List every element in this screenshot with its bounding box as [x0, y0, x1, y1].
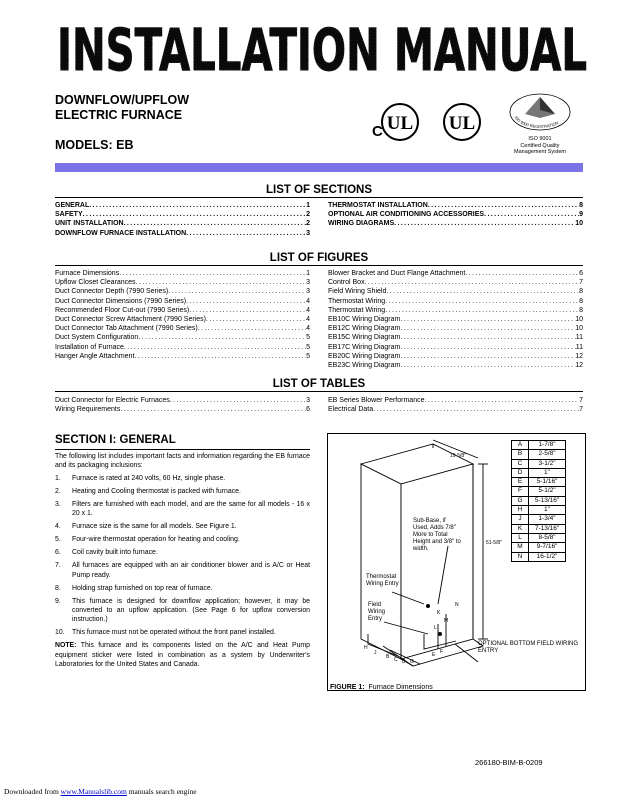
- dim-width-label: 19-5/8": [450, 453, 466, 459]
- toc-entry[interactable]: [328, 352, 583, 361]
- list-item: [55, 500, 310, 519]
- toc-entry-page: 5: [306, 343, 310, 351]
- list-item-text: Heating and Cooling thermostat is packed with furnace.: [72, 487, 241, 495]
- svg-text:UL: UL: [448, 113, 476, 134]
- sections-left-list: [55, 201, 310, 238]
- toc-entry[interactable]: [55, 210, 310, 219]
- toc-leader-dots: [124, 219, 307, 228]
- toc-entry-title: Thermostat Wiring: [328, 306, 386, 314]
- table-row: [512, 506, 566, 515]
- toc-leader-dots: [136, 278, 307, 287]
- list-item-text: Coil cavity built into furnace.: [72, 549, 158, 557]
- list-of-figures-heading: LIST OF FIGURES: [269, 252, 369, 264]
- header-divider-bar: [55, 163, 583, 172]
- list-item-number: 10.: [55, 629, 65, 637]
- divider: [55, 197, 583, 198]
- toc-entry[interactable]: [328, 210, 583, 219]
- toc-entry-title: EB12C Wiring Diagram: [328, 325, 401, 333]
- thermostat-wiring-entry-label: Thermostat Wiring Entry: [366, 574, 399, 587]
- document-number: 266180-BIM-B-0209: [475, 758, 543, 767]
- banner-stripes: INSTALLATION MANUAL: [57, 16, 587, 80]
- list-item: [55, 597, 310, 625]
- svg-text:B: B: [386, 654, 390, 660]
- dimension-value: 1": [529, 506, 566, 515]
- list-item: [55, 561, 310, 580]
- product-line-1: DOWNFLOW/UPFLOW: [55, 93, 189, 107]
- toc-entry-page: 11: [575, 343, 583, 351]
- toc-entry-title: Duct Connector for Electric Furnaces: [55, 397, 170, 404]
- svg-text:M: M: [444, 618, 449, 624]
- toc-entry-page: 7: [579, 397, 583, 404]
- section-1-heading: SECTION I: GENERAL: [55, 434, 176, 446]
- toc-entry-page: 11: [575, 334, 583, 342]
- svg-text:L: L: [434, 625, 437, 631]
- toc-leader-dots: [400, 333, 575, 342]
- toc-entry[interactable]: [55, 287, 310, 296]
- toc-entry[interactable]: [328, 396, 583, 405]
- toc-entry-page: 7: [579, 406, 583, 414]
- dimension-value: 5-13/16": [529, 496, 566, 505]
- toc-entry-title: EB Series Blower Performance: [328, 397, 425, 404]
- dimension-value: 3-1/2": [529, 459, 566, 468]
- dimension-value: 5-1/16": [529, 478, 566, 487]
- note-text: This furnace and its components listed on the A/C and Heat Pump equipment sticker were listed in combination as a system by Underwriter's Laboratories for the United States and Canada.: [55, 642, 310, 669]
- toc-entry[interactable]: [55, 306, 310, 315]
- list-item-text: This furnace must not be operated without the front panel installed.: [72, 629, 276, 637]
- toc-entry[interactable]: [55, 229, 310, 238]
- toc-leader-dots: [134, 352, 306, 361]
- toc-entry-title: EB17C Wiring Diagram: [328, 343, 401, 351]
- table-row: [512, 543, 566, 552]
- toc-entry-page: 8: [579, 202, 583, 209]
- list-item-number: 3.: [55, 500, 61, 508]
- dimension-key: G: [512, 496, 529, 505]
- table-row: [512, 468, 566, 477]
- dimension-value: 7-13/16": [529, 524, 566, 533]
- toc-leader-dots: [120, 405, 306, 414]
- dimension-value: 8-5/8": [529, 533, 566, 542]
- toc-leader-dots: [373, 405, 579, 414]
- toc-leader-dots: [83, 210, 306, 219]
- toc-entry[interactable]: [55, 405, 310, 414]
- toc-entry-title: Wiring Requirements: [55, 406, 121, 414]
- cul-logo: [372, 104, 418, 140]
- dimension-key: M: [512, 543, 529, 552]
- iso-line-3: Management System: [514, 149, 566, 155]
- toc-leader-dots: [365, 278, 580, 287]
- toc-entry[interactable]: [55, 269, 310, 278]
- toc-entry-page: 4: [306, 325, 310, 333]
- caption-text: Furnace Dimensions: [368, 684, 433, 691]
- tables-right-list: [328, 396, 583, 414]
- dimension-key: J: [512, 515, 529, 524]
- toc-entry[interactable]: [328, 324, 583, 333]
- toc-entry-title: EB15C Wiring Diagram: [328, 334, 401, 342]
- toc-entry-title: Field Wiring Shield: [328, 288, 387, 296]
- list-item-text: Furnace size is the same for all models. See Figure 1.: [72, 523, 237, 531]
- iso-9000-logo: [505, 92, 575, 137]
- list-of-sections-heading: LIST OF SECTIONS: [265, 184, 373, 196]
- caption-label: FIGURE 1:: [330, 684, 365, 691]
- toc-entry-page: 4: [306, 316, 310, 324]
- list-item: [55, 522, 310, 531]
- toc-entry-page: 4: [306, 306, 310, 314]
- section-1-body: [55, 452, 310, 670]
- list-item-number: 2.: [55, 487, 61, 495]
- table-row: [512, 459, 566, 468]
- toc-entry-title: Upflow Closet Clearances: [55, 279, 136, 287]
- table-row: [512, 552, 566, 561]
- svg-text:F: F: [440, 649, 444, 655]
- list-item: [55, 628, 310, 637]
- toc-leader-dots: [386, 287, 579, 296]
- toc-entry-page: 10: [575, 316, 583, 324]
- toc-entry-page: 3: [306, 288, 310, 296]
- list-item: [55, 584, 310, 593]
- toc-entry[interactable]: [55, 278, 310, 287]
- divider: [55, 265, 583, 266]
- table-row: [512, 524, 566, 533]
- list-item: [55, 548, 310, 557]
- table-row: [512, 496, 566, 505]
- toc-leader-dots: [424, 396, 579, 405]
- toc-entry[interactable]: [55, 324, 310, 333]
- list-item-text: Furnace is rated at 240 volts, 60 Hz, single phase.: [72, 474, 226, 482]
- dimension-value: 16-1/2": [529, 552, 566, 561]
- dimension-key: A: [512, 441, 529, 450]
- section-1-list: [55, 474, 310, 638]
- toc-entry-page: 10: [575, 325, 583, 333]
- table-row: [512, 450, 566, 459]
- toc-entry-page: 5: [306, 334, 310, 342]
- toc-entry-title: Duct Connector Screw Attachment (7990 Series): [55, 316, 206, 324]
- toc-entry-page: 5: [306, 352, 310, 360]
- toc-leader-dots: [385, 297, 579, 306]
- list-item-number: 7.: [55, 562, 61, 570]
- toc-leader-dots: [400, 361, 575, 370]
- toc-entry-page: 10: [575, 220, 583, 228]
- svg-text:C: C: [372, 123, 383, 140]
- download-suffix: manuals search engine: [126, 787, 197, 796]
- toc-entry-page: 1: [306, 270, 310, 277]
- toc-leader-dots: [198, 324, 306, 333]
- toc-entry-title: Duct Connector Depth (7990 Series): [55, 288, 169, 296]
- toc-entry-page: 12: [575, 362, 583, 370]
- banner-title: INSTALLATION MANUAL: [57, 16, 587, 80]
- toc-entry-title: Duct Connector Tab Attachment (7990 Series): [55, 325, 198, 333]
- list-item-number: 4.: [55, 523, 61, 531]
- dimension-value: 1-7/8": [529, 441, 566, 450]
- toc-leader-dots: [119, 269, 306, 278]
- toc-entry-title: EB10C Wiring Diagram: [328, 316, 401, 324]
- toc-leader-dots: [400, 352, 575, 361]
- toc-entry-title: Installation of Furnace: [55, 343, 124, 351]
- toc-entry[interactable]: [55, 219, 310, 228]
- table-row: [512, 487, 566, 496]
- svg-text:E: E: [432, 652, 436, 658]
- toc-entry[interactable]: [55, 333, 310, 342]
- toc-entry-page: 8: [579, 288, 583, 296]
- toc-entry[interactable]: [55, 352, 310, 361]
- svg-text:C: C: [394, 657, 398, 663]
- toc-entry-title: Blower Bracket and Duct Flange Attachment: [328, 270, 466, 277]
- toc-entry[interactable]: [328, 333, 583, 342]
- dim-height-label: 51-5/8": [486, 540, 502, 546]
- toc-entry[interactable]: [328, 278, 583, 287]
- toc-entry-title: Furnace Dimensions: [55, 270, 120, 277]
- toc-entry-page: 8: [579, 297, 583, 305]
- toc-entry-title: UNIT INSTALLATION: [55, 220, 124, 228]
- svg-text:K: K: [437, 610, 441, 616]
- table-row: [512, 478, 566, 487]
- list-item-text: All furnaces are equipped with an air conditioner blower and is A/C or Heat Pump ready.: [72, 562, 310, 579]
- toc-entry[interactable]: [328, 297, 583, 306]
- dimension-key: B: [512, 450, 529, 459]
- toc-entry[interactable]: [328, 361, 583, 370]
- section-1-note: [55, 641, 310, 669]
- list-item-text: Four-wire thermostat operation for heating and cooling.: [72, 536, 240, 544]
- toc-entry-page: 12: [575, 352, 583, 360]
- toc-entry[interactable]: [55, 343, 310, 352]
- toc-entry-title: Control Box: [328, 279, 365, 287]
- figure-1-caption: [330, 684, 433, 691]
- toc-entry[interactable]: [328, 405, 583, 414]
- toc-entry-title: Electrical Data: [328, 406, 374, 414]
- list-item-text: This furnace is designed for downflow application; however, it may be converted to an upflow application. (See Page 6 for upflow conversion instruction.): [72, 597, 310, 624]
- toc-entry-page: 3: [306, 279, 310, 287]
- figures-left-list: [55, 269, 310, 361]
- dimension-table: [511, 440, 566, 562]
- dimension-key: N: [512, 552, 529, 561]
- dimension-key: F: [512, 487, 529, 496]
- dimension-key: C: [512, 459, 529, 468]
- list-of-tables-heading: LIST OF TABLES: [272, 378, 366, 390]
- table-row: [512, 441, 566, 450]
- toc-entry[interactable]: [328, 343, 583, 352]
- toc-entry-title: Thermostat Wiring: [328, 297, 386, 305]
- toc-entry-page: 8: [579, 306, 583, 314]
- toc-leader-dots: [465, 269, 579, 278]
- dimension-value: 2-5/8": [529, 450, 566, 459]
- toc-leader-dots: [400, 343, 575, 352]
- toc-entry-title: Hanger Angle Attachment: [55, 352, 135, 360]
- toc-leader-dots: [189, 306, 306, 315]
- dimension-value: 1-3/4": [529, 515, 566, 524]
- toc-leader-dots: [394, 219, 575, 228]
- toc-entry-title: Duct System Configuration: [55, 334, 139, 342]
- toc-entry[interactable]: [328, 201, 583, 210]
- download-prefix: Downloaded from: [4, 787, 61, 796]
- toc-entry[interactable]: [328, 219, 583, 228]
- manualslib-link[interactable]: www.Manualslib.com: [60, 787, 127, 796]
- toc-leader-dots: [428, 201, 579, 210]
- toc-leader-dots: [400, 324, 575, 333]
- toc-entry[interactable]: [55, 201, 310, 210]
- list-item-number: 8.: [55, 584, 61, 592]
- list-item-text: Holding strap furnished on top rear of furnace.: [72, 584, 213, 592]
- toc-entry-page: 7: [579, 279, 583, 287]
- list-item-text: Filters are furnished with each model, and are the same for all models - 16 x 20 x 1.: [72, 500, 310, 518]
- toc-entry-title: SAFETY: [55, 211, 83, 219]
- toc-entry-title: WIRING DIAGRAMS: [328, 220, 395, 228]
- toc-entry-title: EB20C Wiring Diagram: [328, 352, 401, 360]
- svg-text:H: H: [364, 645, 368, 651]
- iso-line-2: Certified Quality: [520, 142, 560, 149]
- dimension-key: L: [512, 533, 529, 542]
- toc-entry[interactable]: [55, 297, 310, 306]
- table-row: [512, 533, 566, 542]
- download-notice: [4, 787, 197, 796]
- toc-entry-title: EB23C Wiring Diagram: [328, 362, 401, 370]
- toc-entry[interactable]: [328, 287, 583, 296]
- tables-left-list: [55, 396, 310, 414]
- dimension-value: 5-1/2": [529, 487, 566, 496]
- svg-text:UL: UL: [386, 113, 414, 134]
- toc-entry-page: 3: [306, 229, 310, 237]
- svg-text:ISO 9000 REGISTRATION: ISO 9000 REGISTRATION: [513, 115, 560, 130]
- iso-line-1: ISO 9001: [528, 136, 552, 142]
- toc-entry-title: GENERAL: [55, 202, 90, 209]
- product-title: [55, 93, 189, 123]
- product-line-2: ELECTRIC FURNACE: [55, 108, 183, 122]
- toc-leader-dots: [385, 306, 579, 315]
- toc-leader-dots: [206, 315, 306, 324]
- divider: [55, 391, 583, 392]
- toc-leader-dots: [170, 396, 306, 405]
- list-item-number: 1.: [55, 474, 61, 482]
- svg-text:G: G: [410, 659, 414, 665]
- toc-entry-page: 9: [579, 211, 583, 219]
- list-item: [55, 474, 310, 483]
- toc-entry[interactable]: [328, 315, 583, 324]
- list-item: [55, 487, 310, 496]
- installation-manual-banner: [55, 14, 590, 80]
- toc-entry-title: Duct Connector Dimensions (7990 Series): [55, 297, 187, 305]
- toc-entry-page: 3: [306, 397, 310, 404]
- note-label: NOTE:: [55, 642, 77, 650]
- dimension-key: H: [512, 506, 529, 515]
- field-wiring-entry-label: Field Wiring Entry: [368, 602, 386, 622]
- toc-entry[interactable]: [55, 315, 310, 324]
- toc-entry-page: 4: [306, 297, 310, 305]
- toc-leader-dots: [124, 343, 306, 352]
- dimension-value: 1": [529, 468, 566, 477]
- subbase-note: Sub-Base, if Used, Adds 7/8" More to Total Height and 3/8" to width.: [413, 518, 461, 552]
- svg-text:D: D: [402, 659, 406, 665]
- list-item: [55, 535, 310, 544]
- models-label: MODELS: EB: [55, 138, 134, 152]
- list-item-number: 5.: [55, 536, 61, 544]
- ul-logo: [444, 104, 480, 140]
- toc-entry-page: 1: [306, 202, 310, 209]
- svg-text:J: J: [374, 650, 377, 656]
- toc-entry-title: DOWNFLOW FURNACE INSTALLATION: [55, 229, 187, 237]
- toc-entry-title: THERMOSTAT INSTALLATION: [328, 202, 428, 209]
- toc-entry-page: 6: [306, 406, 310, 414]
- list-item-number: 6.: [55, 549, 61, 557]
- toc-entry-page: 6: [579, 270, 583, 277]
- toc-entry[interactable]: [55, 396, 310, 405]
- dimension-key: D: [512, 468, 529, 477]
- bottom-field-wiring-entry-label: OPTIONAL BOTTOM FIELD WIRING ENTRY: [478, 641, 579, 654]
- dimension-key: K: [512, 524, 529, 533]
- ul-certification-logos: [370, 100, 500, 146]
- toc-entry-page: 2: [306, 211, 310, 219]
- svg-text:N: N: [455, 602, 459, 608]
- list-item-number: 9.: [55, 597, 61, 605]
- section-1-intro: The following list includes important facts and information regarding the EB furnace and its packaging inclusions:: [55, 453, 310, 470]
- toc-leader-dots: [168, 287, 306, 296]
- table-row: [512, 515, 566, 524]
- toc-entry-page: 2: [306, 220, 310, 228]
- toc-entry[interactable]: [328, 269, 583, 278]
- toc-leader-dots: [400, 315, 575, 324]
- toc-entry[interactable]: [328, 306, 583, 315]
- toc-leader-dots: [138, 333, 306, 342]
- toc-entry-title: Recommended Floor Cut-out (7990 Series): [55, 306, 190, 314]
- toc-leader-dots: [89, 201, 306, 210]
- iso-caption: [500, 136, 580, 156]
- dimension-key: E: [512, 478, 529, 487]
- dimension-value: 9-7/16": [529, 543, 566, 552]
- toc-leader-dots: [484, 210, 579, 219]
- toc-leader-dots: [186, 297, 306, 306]
- toc-entry-title: OPTIONAL AIR CONDITIONING ACCESSORIES: [328, 211, 485, 219]
- figures-right-list: [328, 269, 583, 370]
- sections-right-list: [328, 201, 583, 229]
- toc-leader-dots: [186, 229, 306, 238]
- divider: [55, 449, 310, 450]
